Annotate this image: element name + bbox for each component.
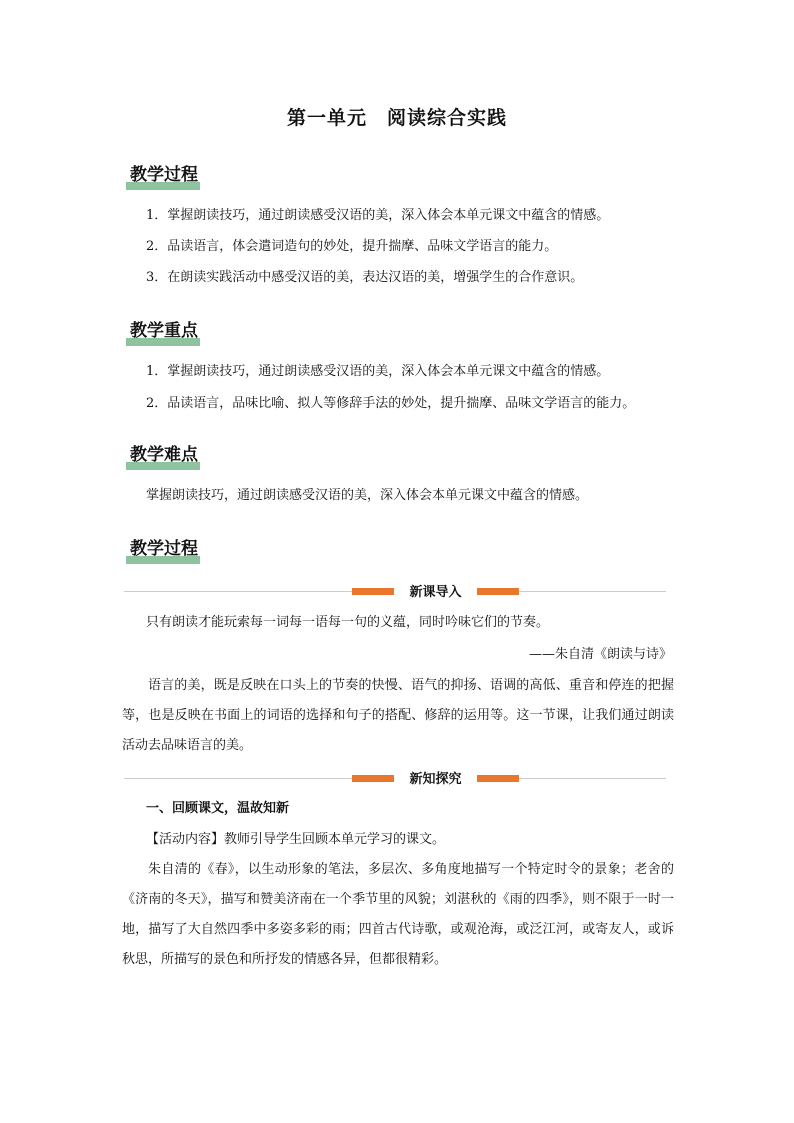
explore-subheading: 一、回顾课文，温故知新 bbox=[146, 801, 290, 816]
section-heading-process-2 bbox=[130, 538, 198, 564]
explore-activity: 【活动内容】教师引导学生回顾本单元学习的课文。 bbox=[146, 832, 446, 847]
heading-text: 教学难点 bbox=[130, 445, 198, 465]
difficulty-text: 掌握朗读技巧，通过朗读感受汉语的美，深入体会本单元课文中蕴含的情感。 bbox=[146, 488, 589, 503]
divider-intro bbox=[124, 584, 666, 598]
heading-text: 教学过程 bbox=[130, 539, 198, 559]
intro-quote: 只有朗读才能玩索每一词每一语每一句的义蕴，同时吟味它们的节奏。 bbox=[146, 615, 550, 630]
focus-item-2: 2．品读语言，品味比喻、拟人等修辞手法的妙处，提升揣摩、品味文学语言的能力。 bbox=[146, 396, 636, 411]
explore-paragraph: 朱自清的《春》，以生动形象的笔法，多层次、多角度地描写一个特定时令的景象；老舍的《济南的冬天》，描写和赞美济南在一个季节里的风貌；刘湛秋的《雨的四季》，则不限于一时一地，描写了大自然四季中多姿多彩的雨；四首古代诗歌，或观沧海，或泛江河，或寄友人，或诉秋思，所描写的景色和所抒发的情感各异，但都很精彩。 bbox=[122, 862, 674, 967]
divider-bar-right bbox=[477, 775, 519, 782]
section-heading-process bbox=[130, 164, 198, 190]
focus-item-1: 1．掌握朗读技巧，通过朗读感受汉语的美，深入体会本单元课文中蕴含的情感。 bbox=[146, 364, 610, 379]
process-item-3: 3．在朗读实践活动中感受汉语的美，表达汉语的美，增强学生的合作意识。 bbox=[146, 270, 584, 285]
heading-text: 教学重点 bbox=[130, 321, 198, 341]
divider-bar-right bbox=[477, 588, 519, 595]
section-heading-difficulty bbox=[130, 444, 198, 470]
divider-explore bbox=[124, 771, 666, 785]
page-title: 第一单元 阅读综合实践 bbox=[286, 107, 507, 129]
divider-bar-left bbox=[352, 588, 394, 595]
process-item-1: 1．掌握朗读技巧，通过朗读感受汉语的美，深入体会本单元课文中蕴含的情感。 bbox=[146, 208, 610, 223]
intro-attribution: ——朱自清《朗读与诗》 bbox=[528, 647, 672, 662]
divider-label: 新课导入 bbox=[394, 581, 477, 600]
intro-paragraph: 语言的美，既是反映在口头上的节奏的快慢、语气的抑扬、语调的高低、重音和停连的把握等，也是反映在书面上的词语的选择和句子的搭配、修辞的运用等。这一节课，让我们通过朗读活动去品味语言的美。 bbox=[122, 678, 674, 753]
section-heading-focus bbox=[130, 320, 198, 346]
heading-text: 教学过程 bbox=[130, 165, 198, 185]
divider-label: 新知探究 bbox=[394, 768, 477, 787]
divider-bar-left bbox=[352, 775, 394, 782]
process-item-2: 2．品读语言，体会遣词造句的妙处，提升揣摩、品味文学语言的能力。 bbox=[146, 239, 558, 254]
